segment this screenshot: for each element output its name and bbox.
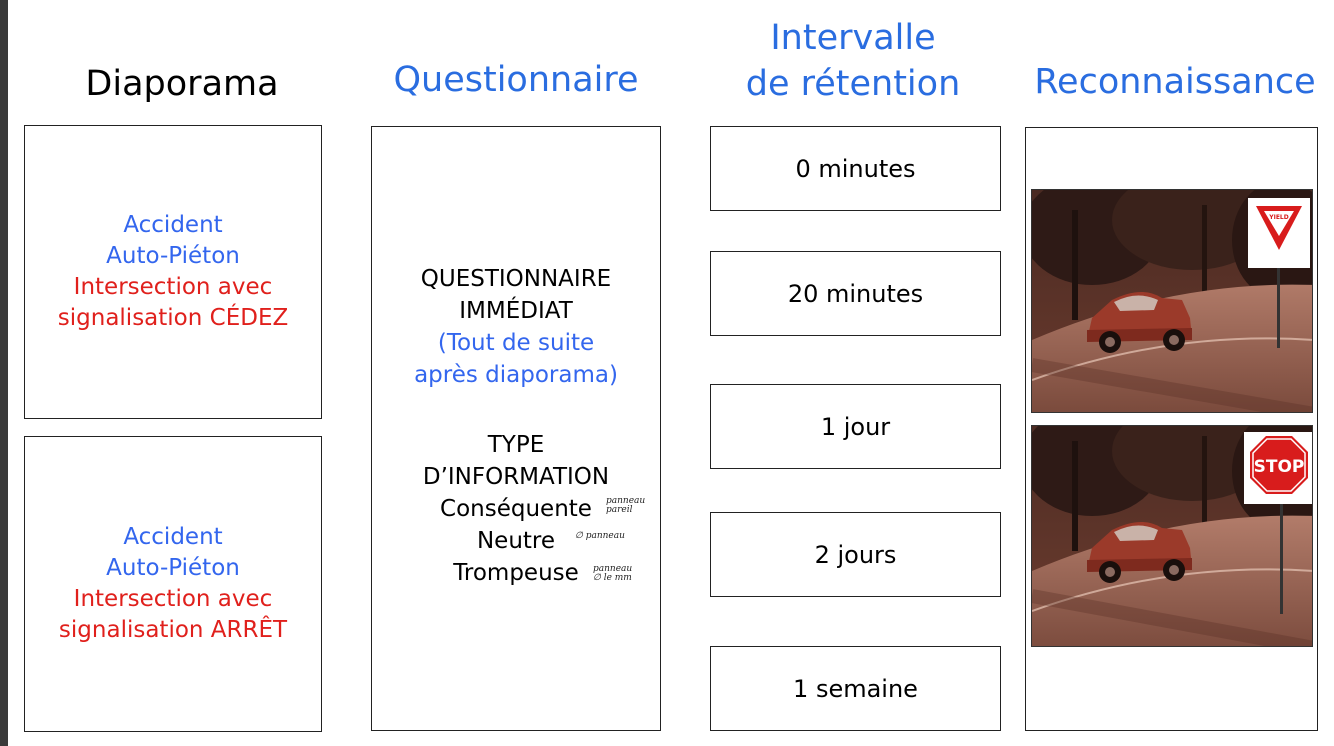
title-reconnaissance: Reconnaissance: [1034, 62, 1316, 102]
scene-photo-yield: [1031, 189, 1313, 413]
scene-photo-yield-graphic: [1032, 190, 1313, 413]
title-questionnaire: Questionnaire: [393, 60, 639, 100]
interval-label: 2 jours: [814, 540, 897, 569]
diaporama-line: Auto-Piéton: [106, 243, 240, 269]
questionnaire-line: après diaporama): [414, 362, 618, 388]
handwritten-note: ∅ panneau: [575, 531, 625, 541]
diaporama-line: signalisation CÉDEZ: [57, 305, 289, 331]
interval-box: [710, 251, 1001, 336]
questionnaire-line: D’INFORMATION: [422, 464, 610, 490]
diaporama-line: Intersection avec: [73, 274, 273, 300]
interval-box: [710, 646, 1001, 731]
handwritten-note: panneau ∅ le mm: [593, 564, 633, 583]
questionnaire-line: IMMÉDIAT: [459, 298, 573, 324]
interval-label: 20 minutes: [787, 279, 924, 308]
questionnaire-box: [371, 126, 661, 731]
questionnaire-line: Conséquente: [440, 496, 592, 522]
questionnaire-line: (Tout de suite: [437, 330, 595, 356]
interval-label: 1 semaine: [793, 674, 918, 703]
handwritten-note: panneau pareil: [606, 496, 646, 515]
diaporama-line: Accident: [123, 212, 223, 238]
questionnaire-line: Trompeuse: [453, 560, 579, 586]
diaporama-line: Auto-Piéton: [106, 555, 240, 581]
interval-label: 0 minutes: [795, 154, 916, 183]
title-retention-line2: de rétention: [745, 64, 961, 104]
title-retention-line1: Intervalle: [770, 18, 936, 58]
interval-label: 1 jour: [820, 412, 891, 441]
left-edge-bar: [0, 0, 8, 746]
questionnaire-line: Neutre: [476, 528, 556, 554]
scene-photo-stop-graphic: [1032, 426, 1313, 647]
interval-box: [710, 384, 1001, 469]
diaporama-box-cedez: [24, 125, 322, 419]
interval-box: [710, 512, 1001, 597]
diaporama-line: signalisation ARRÊT: [58, 617, 288, 643]
questionnaire-line: TYPE: [487, 432, 545, 458]
diaporama-line: Accident: [123, 524, 223, 550]
diaporama-line: Intersection avec: [73, 586, 273, 612]
title-diaporama: Diaporama: [85, 64, 279, 104]
scene-photo-stop: [1031, 425, 1313, 647]
questionnaire-line: QUESTIONNAIRE: [420, 266, 612, 292]
yield-sign-text: YIELD: [1269, 214, 1289, 221]
interval-box: [710, 126, 1001, 211]
stop-sign-text: STOP: [1253, 457, 1305, 477]
diaporama-box-arret: [24, 436, 322, 732]
